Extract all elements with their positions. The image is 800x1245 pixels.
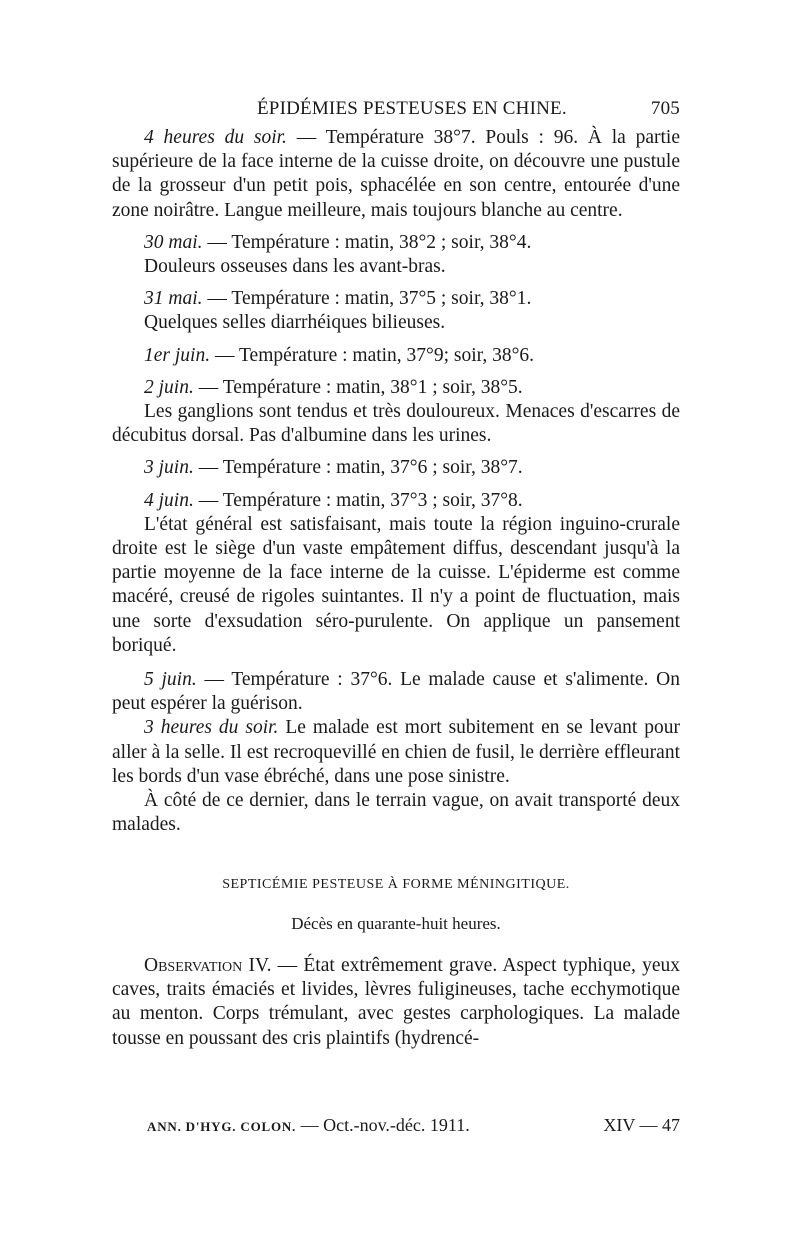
- closing-paragraph: À côté de ce dernier, dans le terrain vague, on avait transporté deux malades.: [112, 790, 680, 836]
- entry-text: — Température : 37°6. Le malade cause et s'alimente. On peut espérer la guérison.: [112, 669, 680, 715]
- section-subtitle: Décès en quarante-huit heures.: [291, 913, 501, 933]
- entry-lead: 30 mai.: [144, 231, 203, 253]
- entry-text: — Température : matin, 37°9; soir, 38°6.: [210, 344, 535, 366]
- entry-lead: 3 heures du soir.: [144, 717, 279, 739]
- footer-citation: [147, 1115, 470, 1136]
- entry-paragraph: [112, 489, 680, 513]
- entry-text: — Température 38°7. Pouls : 96. À la partie supérieure de la face interne de la cuisse droite, on découvre une pustule de la grosseur d'un petit pois, sphacélée en son centre, entourée d'une zone noirâtre. Langue meilleure, mais toujours blanche au centre.: [112, 127, 680, 221]
- entry-lead: 1er juin.: [144, 344, 211, 366]
- section-title: SEPTICÉMIE PESTEUSE À FORME MÉNINGITIQUE.: [222, 877, 570, 893]
- entry-lead: 2 juin.: [144, 376, 194, 398]
- page-footer: [147, 1115, 680, 1143]
- entry-paragraph: [112, 376, 680, 400]
- body-text: [112, 126, 680, 1051]
- book-page: [112, 0, 680, 1245]
- entry-paragraph: [112, 231, 680, 255]
- entry-lead: 4 heures du soir.: [144, 127, 287, 148]
- entry-paragraph: [112, 456, 680, 480]
- entry-continuation: L'état général est satisfaisant, mais toute la région inguino-crurale droite est le siège d'un vaste empâtement diffus, descendant jusqu'à la partie moyenne de la face interne de la cuisse. L'épiderme est comme macéré, creusé de rigoles suintantes. Il n'y a point de fluctuation, mais une sorte d'exsudation séro-purulente. On applique un pansement boriqué.: [112, 513, 680, 656]
- footer-volume: XIV — 47: [603, 1115, 680, 1135]
- entry-continuation: Quelques selles diarrhéiques bilieuses.: [144, 312, 446, 334]
- entry-text: — Température : matin, 37°6 ; soir, 38°7.: [193, 457, 523, 479]
- entry-paragraph: [112, 126, 680, 223]
- entry-text: — Température : matin, 38°2 ; soir, 38°4.: [202, 231, 532, 253]
- entry-lead: 3 juin.: [144, 457, 194, 479]
- entry-lead: 4 juin.: [144, 489, 194, 511]
- entry-continuation: Douleurs osseuses dans les avant-bras.: [144, 256, 446, 278]
- entry-text: — Température : matin, 38°1 ; soir, 38°5.: [193, 376, 523, 398]
- entry-paragraph: [112, 344, 680, 368]
- footer-issue: — Oct.-nov.-déc. 1911.: [296, 1115, 470, 1135]
- entry-lead: 5 juin.: [144, 669, 197, 691]
- observation-text: — État extrêmement grave. Aspect typhique, yeux caves, traits émaciés et livides, lèvres fuligineuses, tache ecchymotique au menton. Corps trémulant, avec gestes carphologiques. La malade tousse en poussant des cris plaintifs (hydrencé-: [112, 954, 680, 1049]
- page-number: 705: [650, 98, 680, 119]
- entry-text: — Température : matin, 37°5 ; soir, 38°1.: [202, 288, 532, 310]
- entry-paragraph: [112, 668, 680, 716]
- observation-label: Observation IV.: [144, 954, 272, 976]
- entry-lead: 31 mai.: [144, 288, 203, 310]
- entry-paragraph: [112, 287, 680, 311]
- entry-text: — Température : matin, 37°3 ; soir, 37°8.: [193, 489, 523, 511]
- running-title: ÉPIDÉMIES PESTEUSES EN CHINE.: [257, 98, 567, 119]
- observation-paragraph: [112, 954, 680, 1051]
- entry-text: Le malade est mort subitement en se levant pour aller à la selle. Il est recroquevillé en chien de fusil, le derrière effleurant les bords d'un vase ébréché, dans une pose sinistre.: [112, 717, 680, 787]
- footer-journal: ANN. D'HYG. COLON.: [147, 1119, 297, 1134]
- entry-continuation: Les ganglions sont tendus et très douloureux. Menaces d'escarres de décubitus dorsal. Pas d'albumine dans les urines.: [112, 401, 680, 447]
- entry-paragraph: [112, 716, 680, 789]
